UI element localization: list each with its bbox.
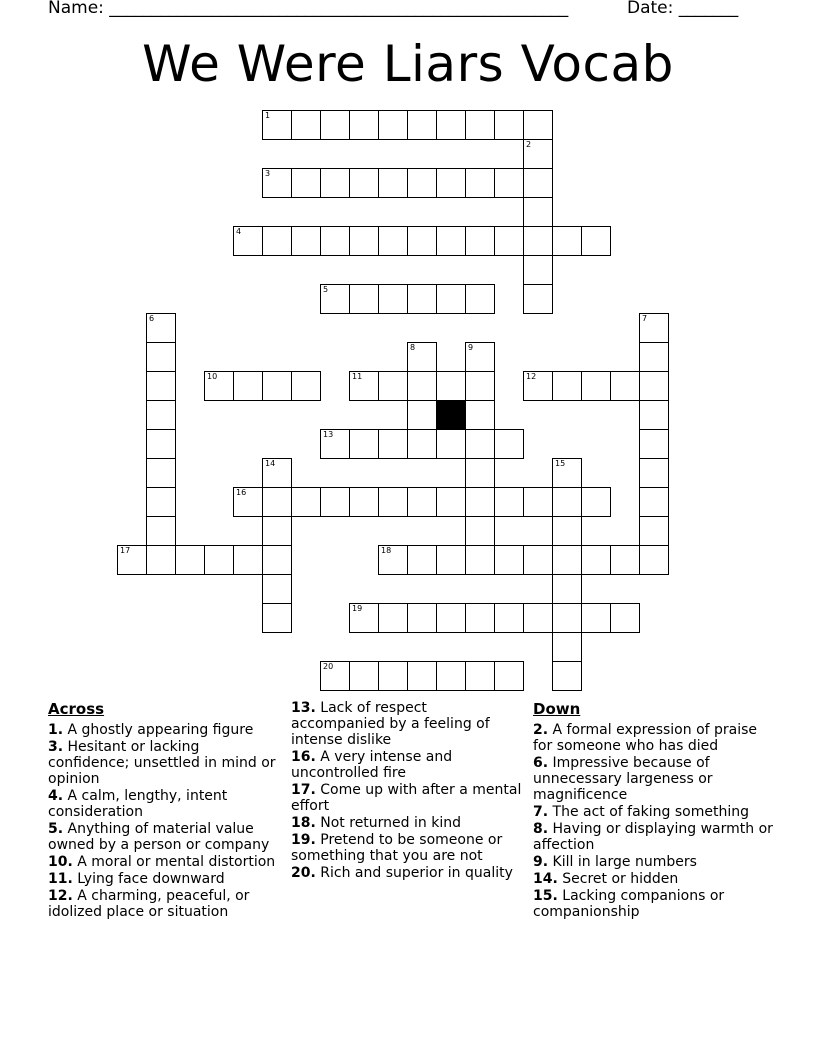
grid-cell[interactable] xyxy=(146,313,176,343)
grid-cell[interactable] xyxy=(465,342,495,372)
grid-cell[interactable] xyxy=(378,226,408,256)
grid-cell[interactable] xyxy=(407,284,437,314)
date-label: Date: xyxy=(627,0,674,18)
grid-cell[interactable] xyxy=(436,168,466,198)
grid-cell[interactable] xyxy=(262,110,292,140)
grid-cell[interactable] xyxy=(378,168,408,198)
clue-number: 18 xyxy=(381,546,392,555)
grid-cell[interactable] xyxy=(552,226,582,256)
clue-across-1: 1. A ghostly appearing figure xyxy=(48,722,254,738)
grid-cell[interactable] xyxy=(378,284,408,314)
grid-cell[interactable] xyxy=(262,226,292,256)
clue-number: 11 xyxy=(352,372,363,381)
clue-number: 8 xyxy=(410,343,416,352)
grid-cell[interactable] xyxy=(465,661,495,691)
grid-cell[interactable] xyxy=(465,168,495,198)
grid-cell[interactable] xyxy=(523,197,553,227)
grid-cell[interactable] xyxy=(349,487,379,517)
grid-cell[interactable] xyxy=(349,371,379,401)
grid-cell[interactable] xyxy=(581,545,611,575)
grid-cell[interactable] xyxy=(233,487,263,517)
down-heading: Down xyxy=(533,700,581,718)
grid-cell[interactable] xyxy=(349,226,379,256)
grid-cell[interactable] xyxy=(436,110,466,140)
grid-cell[interactable] xyxy=(146,487,176,517)
clue-down-9: 9. Kill in large numbers xyxy=(533,854,697,870)
grid-cell[interactable] xyxy=(349,284,379,314)
grid-cell[interactable] xyxy=(436,487,466,517)
grid-cell[interactable] xyxy=(349,661,379,691)
grid-cell[interactable] xyxy=(639,487,669,517)
grid-cell[interactable] xyxy=(262,168,292,198)
clue-number: 19 xyxy=(352,604,363,613)
across-clues-column-2 xyxy=(291,700,523,882)
black-cell xyxy=(436,400,466,430)
grid-cell[interactable] xyxy=(494,487,524,517)
grid-cell[interactable] xyxy=(146,371,176,401)
grid-cell[interactable] xyxy=(407,110,437,140)
grid-cell[interactable] xyxy=(146,516,176,546)
clue-number: 1 xyxy=(265,111,271,120)
grid-cell[interactable] xyxy=(378,487,408,517)
page-title: We Were Liars Vocab xyxy=(142,35,674,93)
grid-cell[interactable] xyxy=(552,632,582,662)
grid-cell[interactable] xyxy=(523,226,553,256)
grid-cell[interactable] xyxy=(233,371,263,401)
grid-cell[interactable] xyxy=(407,429,437,459)
clue-down-6: 6. Impressive because of unnecessary largeness or magnificence xyxy=(533,755,713,803)
clue-number: 10 xyxy=(207,372,218,381)
grid-cell[interactable] xyxy=(146,458,176,488)
clue-down-7: 7. The act of faking something xyxy=(533,804,750,820)
grid-cell[interactable] xyxy=(465,487,495,517)
clue-number: 6 xyxy=(149,314,155,323)
grid-cell[interactable] xyxy=(262,603,292,633)
grid-cell[interactable] xyxy=(436,284,466,314)
clue-across-16: 16. A very intense and uncontrolled fire xyxy=(291,749,453,781)
grid-cell[interactable] xyxy=(465,603,495,633)
grid-cell[interactable] xyxy=(494,603,524,633)
clue-number: 5 xyxy=(323,285,329,294)
grid-cell[interactable] xyxy=(320,110,350,140)
clue-across-12: 12. A charming, peaceful, or idolized place or situation xyxy=(48,888,250,920)
grid-cell[interactable] xyxy=(639,342,669,372)
grid-cell[interactable] xyxy=(291,226,321,256)
clue-down-15: 15. Lacking companions or companionship xyxy=(533,888,725,920)
grid-cell[interactable] xyxy=(552,458,582,488)
grid-cell[interactable] xyxy=(581,487,611,517)
grid-cell[interactable] xyxy=(639,400,669,430)
grid-cell[interactable] xyxy=(523,371,553,401)
grid-cell[interactable] xyxy=(407,400,437,430)
down-clues-column xyxy=(533,700,773,921)
grid-cell[interactable] xyxy=(407,168,437,198)
grid-cell[interactable] xyxy=(175,545,205,575)
grid-cell[interactable] xyxy=(436,545,466,575)
grid-cell[interactable] xyxy=(465,226,495,256)
clue-number: 4 xyxy=(236,227,242,236)
grid-cell[interactable] xyxy=(378,110,408,140)
grid-cell[interactable] xyxy=(523,487,553,517)
name-label: Name: xyxy=(48,0,104,18)
clue-across-5: 5. Anything of material value owned by a person or company xyxy=(48,821,270,853)
grid-cell[interactable] xyxy=(407,545,437,575)
grid-cell[interactable] xyxy=(320,487,350,517)
clue-across-20: 20. Rich and superior in quality xyxy=(291,865,513,881)
grid-cell[interactable] xyxy=(378,545,408,575)
grid-cell[interactable] xyxy=(407,603,437,633)
grid-cell[interactable] xyxy=(262,516,292,546)
grid-cell[interactable] xyxy=(436,661,466,691)
grid-cell[interactable] xyxy=(523,545,553,575)
grid-cell[interactable] xyxy=(349,603,379,633)
grid-cell[interactable] xyxy=(465,110,495,140)
grid-cell[interactable] xyxy=(465,545,495,575)
grid-cell[interactable] xyxy=(494,110,524,140)
name-blank[interactable]: ______________________________________________________ xyxy=(109,0,569,18)
grid-cell[interactable] xyxy=(291,168,321,198)
grid-cell[interactable] xyxy=(465,429,495,459)
grid-cell[interactable] xyxy=(552,603,582,633)
grid-cell[interactable] xyxy=(639,516,669,546)
grid-cell[interactable] xyxy=(494,661,524,691)
grid-cell[interactable] xyxy=(291,110,321,140)
grid-cell[interactable] xyxy=(146,342,176,372)
grid-cell[interactable] xyxy=(523,603,553,633)
grid-cell[interactable] xyxy=(378,429,408,459)
grid-cell[interactable] xyxy=(494,226,524,256)
grid-cell[interactable] xyxy=(320,429,350,459)
grid-cell[interactable] xyxy=(465,371,495,401)
grid-cell[interactable] xyxy=(262,487,292,517)
grid-cell[interactable] xyxy=(407,487,437,517)
clue-down-2: 2. A formal expression of praise for someone who has died xyxy=(533,722,758,754)
grid-cell[interactable] xyxy=(465,400,495,430)
grid-cell[interactable] xyxy=(349,168,379,198)
grid-cell[interactable] xyxy=(407,342,437,372)
across-heading: Across xyxy=(48,700,105,718)
clue-across-18: 18. Not returned in kind xyxy=(291,815,461,831)
clue-number: 17 xyxy=(120,546,131,555)
grid-cell[interactable] xyxy=(552,371,582,401)
grid-cell[interactable] xyxy=(233,226,263,256)
grid-cell[interactable] xyxy=(494,545,524,575)
grid-cell[interactable] xyxy=(523,284,553,314)
grid-cell[interactable] xyxy=(552,545,582,575)
grid-cell[interactable] xyxy=(436,603,466,633)
grid-cell[interactable] xyxy=(291,487,321,517)
across-clues-column-1 xyxy=(48,700,280,921)
grid-cell[interactable] xyxy=(639,545,669,575)
clue-number: 9 xyxy=(468,343,474,352)
clue-number: 7 xyxy=(642,314,648,323)
clue-across-17: 17. Come up with after a mental effort xyxy=(291,782,522,814)
grid-cell[interactable] xyxy=(465,516,495,546)
clue-number: 14 xyxy=(265,459,276,468)
grid-cell[interactable] xyxy=(349,429,379,459)
grid-cell[interactable] xyxy=(262,458,292,488)
grid-cell[interactable] xyxy=(407,226,437,256)
grid-cell[interactable] xyxy=(552,574,582,604)
grid-cell[interactable] xyxy=(552,516,582,546)
grid-cell[interactable] xyxy=(581,226,611,256)
grid-cell[interactable] xyxy=(146,429,176,459)
grid-cell[interactable] xyxy=(639,458,669,488)
grid-cell[interactable] xyxy=(523,110,553,140)
grid-cell[interactable] xyxy=(262,574,292,604)
grid-cell[interactable] xyxy=(320,226,350,256)
grid-cell[interactable] xyxy=(262,371,292,401)
clue-number: 3 xyxy=(265,169,271,178)
grid-cell[interactable] xyxy=(436,226,466,256)
grid-cell[interactable] xyxy=(465,284,495,314)
grid-cell[interactable] xyxy=(465,458,495,488)
clue-across-11: 11. Lying face downward xyxy=(48,871,225,887)
grid-cell[interactable] xyxy=(146,400,176,430)
grid-cell[interactable] xyxy=(639,429,669,459)
grid-cell[interactable] xyxy=(552,487,582,517)
grid-cell[interactable] xyxy=(639,313,669,343)
grid-cell[interactable] xyxy=(639,371,669,401)
grid-cell[interactable] xyxy=(610,603,640,633)
grid-cell[interactable] xyxy=(407,661,437,691)
grid-cell[interactable] xyxy=(262,545,292,575)
clue-across-3: 3. Hesitant or lacking confidence; unsettled in mind or opinion xyxy=(48,739,276,787)
grid-cell[interactable] xyxy=(146,545,176,575)
clue-down-8: 8. Having or displaying warmth or affection xyxy=(533,821,773,853)
grid-cell[interactable] xyxy=(436,429,466,459)
grid-cell[interactable] xyxy=(552,661,582,691)
grid-cell[interactable] xyxy=(117,545,147,575)
clue-across-13: 13. Lack of respect accompanied by a feeling of intense dislike xyxy=(291,700,490,748)
clue-across-10: 10. A moral or mental distortion xyxy=(48,854,276,870)
grid-cell[interactable] xyxy=(320,284,350,314)
grid-cell[interactable] xyxy=(610,545,640,575)
grid-cell[interactable] xyxy=(378,371,408,401)
grid-cell[interactable] xyxy=(436,371,466,401)
grid-cell[interactable] xyxy=(204,545,234,575)
grid-cell[interactable] xyxy=(291,371,321,401)
grid-cell[interactable] xyxy=(581,371,611,401)
clue-number: 15 xyxy=(555,459,566,468)
date-blank[interactable]: _______ xyxy=(678,0,739,18)
grid-cell[interactable] xyxy=(320,661,350,691)
grid-cell[interactable] xyxy=(494,429,524,459)
grid-cell[interactable] xyxy=(349,110,379,140)
grid-cell[interactable] xyxy=(494,168,524,198)
clue-number: 20 xyxy=(323,662,334,671)
grid-cell[interactable] xyxy=(581,603,611,633)
grid-cell[interactable] xyxy=(378,603,408,633)
grid-cell[interactable] xyxy=(204,371,234,401)
grid-cell[interactable] xyxy=(523,139,553,169)
clue-across-19: 19. Pretend to be someone or something that you are not xyxy=(291,832,503,864)
clue-number: 13 xyxy=(323,430,334,439)
grid-cell[interactable] xyxy=(610,371,640,401)
grid-cell[interactable] xyxy=(378,661,408,691)
clue-across-4: 4. A calm, lengthy, intent consideration xyxy=(48,788,228,820)
grid-cell[interactable] xyxy=(233,545,263,575)
clue-number: 12 xyxy=(526,372,537,381)
grid-cell[interactable] xyxy=(320,168,350,198)
grid-cell[interactable] xyxy=(407,371,437,401)
grid-cell[interactable] xyxy=(523,168,553,198)
grid-cell[interactable] xyxy=(523,255,553,285)
clue-number: 2 xyxy=(526,140,532,149)
clue-number: 16 xyxy=(236,488,247,497)
clue-down-14: 14. Secret or hidden xyxy=(533,871,679,887)
